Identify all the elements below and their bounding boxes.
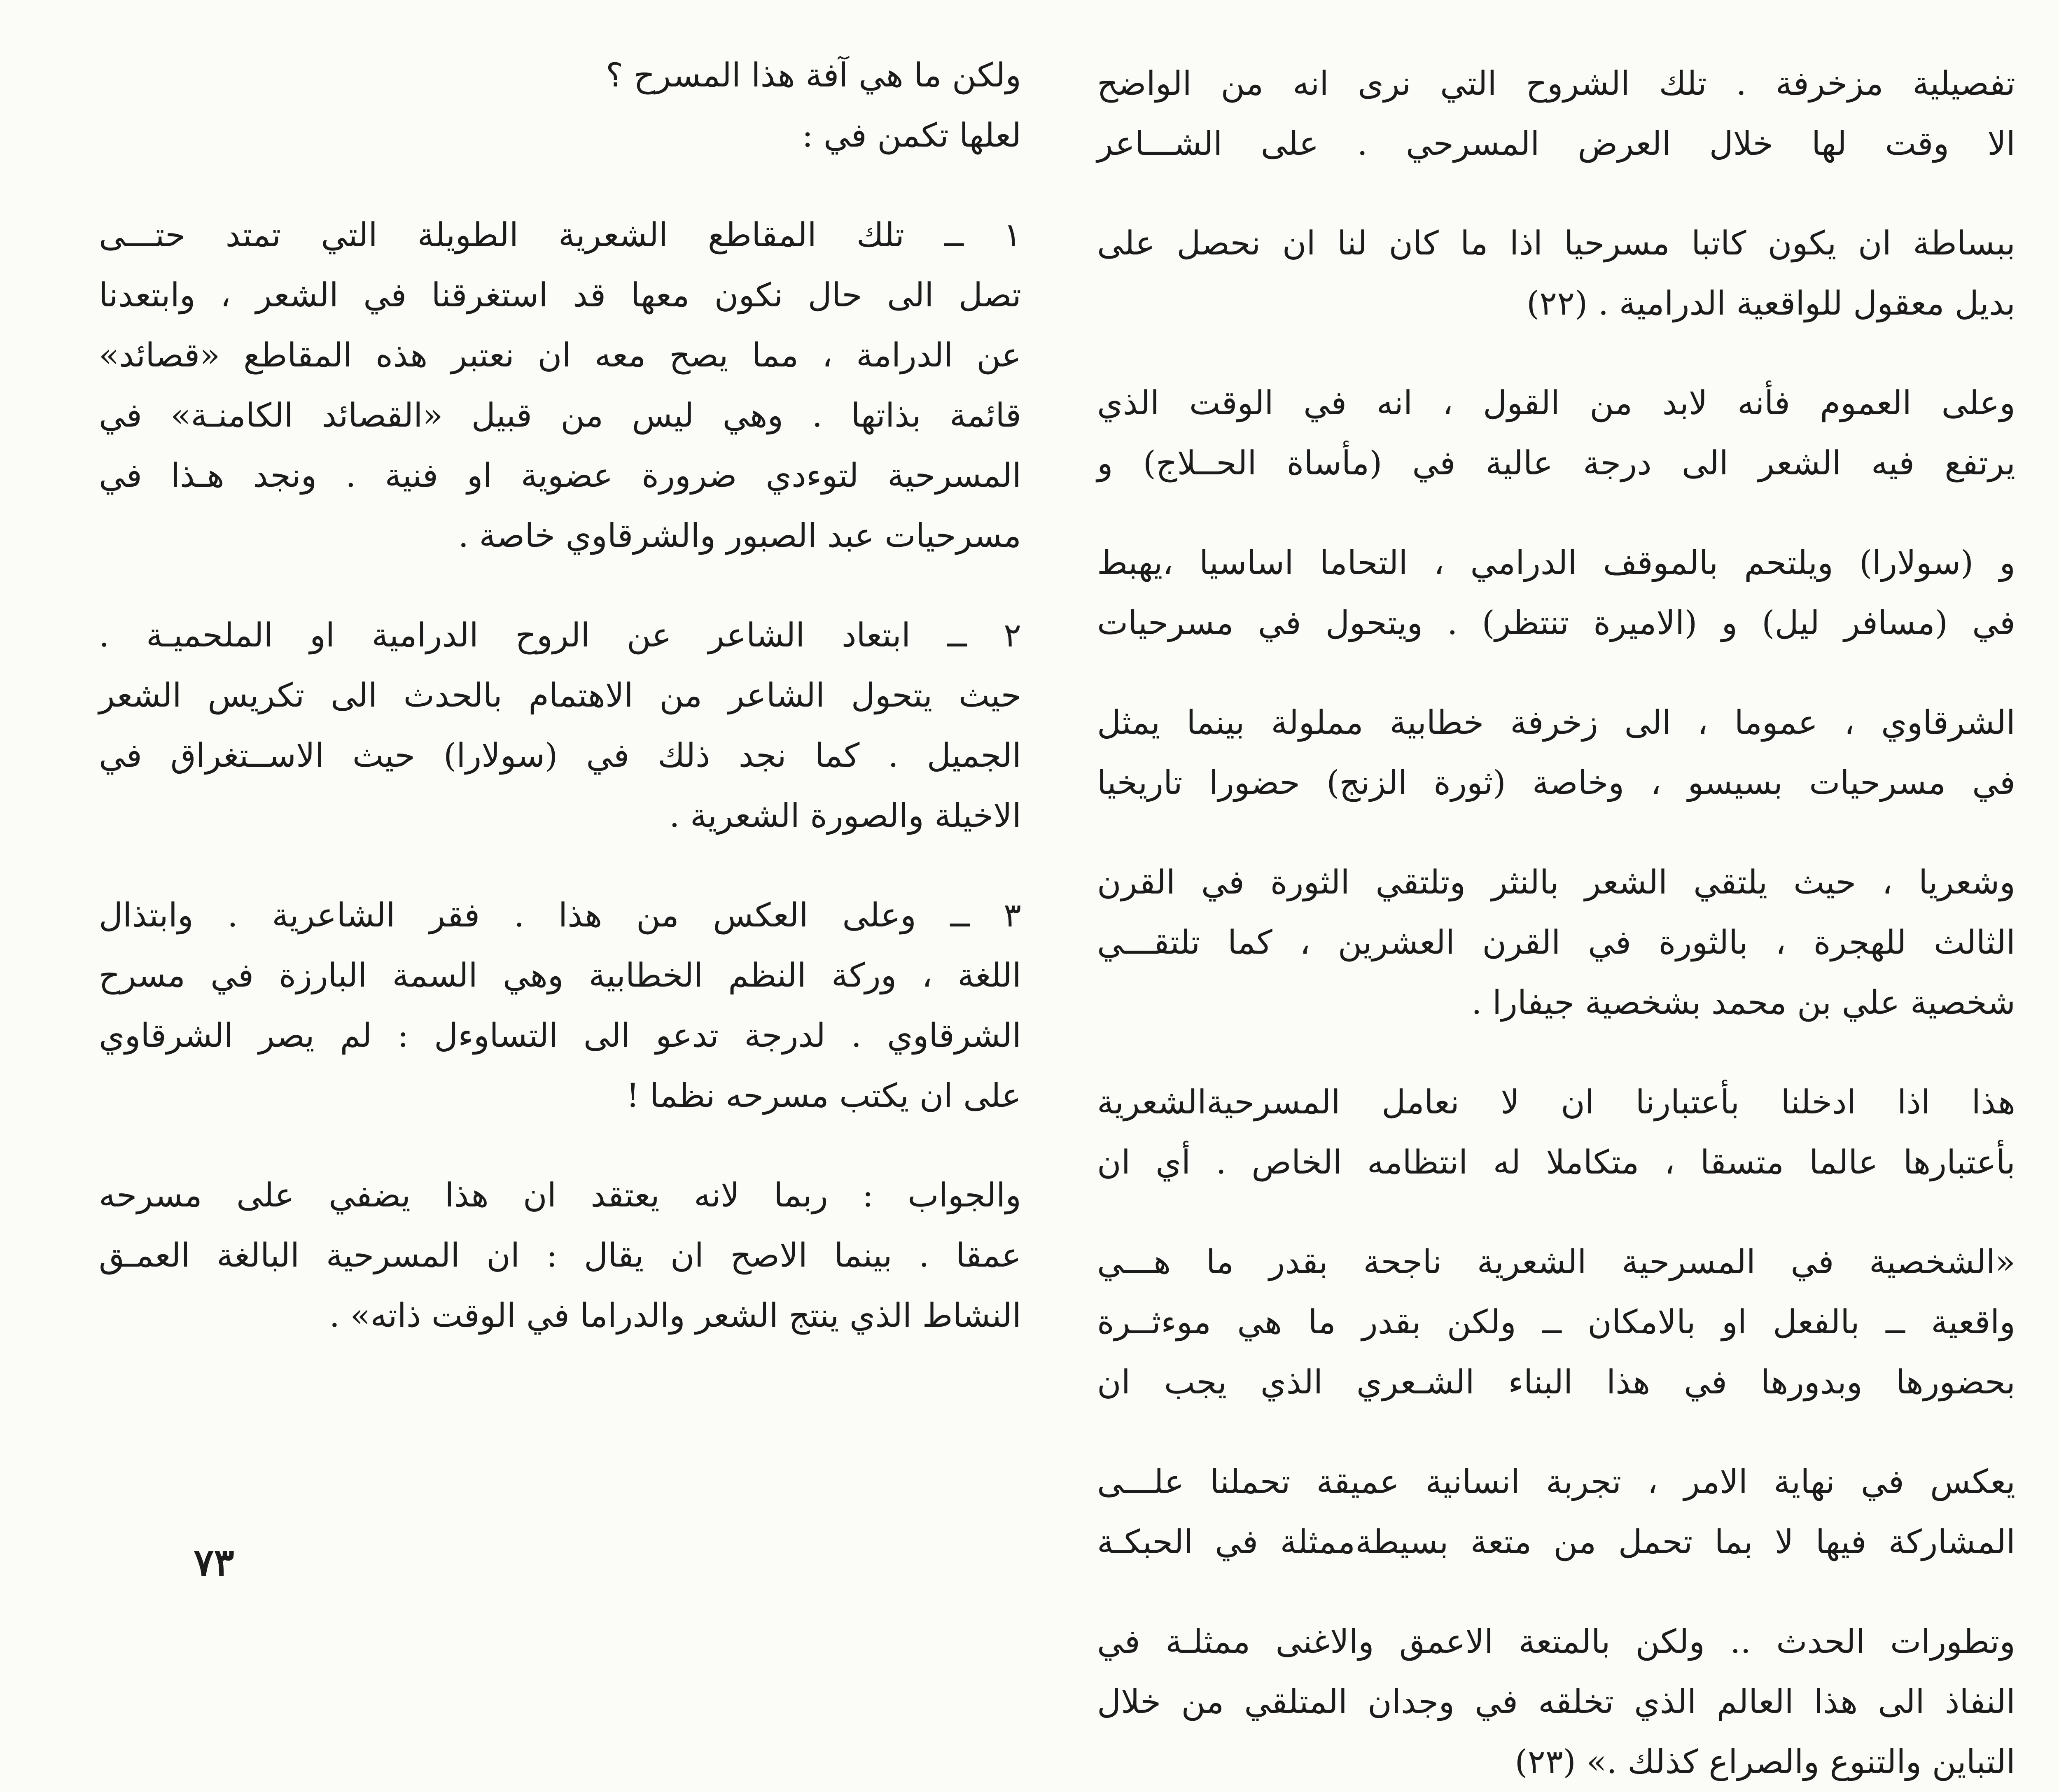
text-line: تصل الى حال نكون معها قد استغرقنا في الشعر ، وابتعدنا — [99, 276, 1021, 314]
paragraph — [99, 1165, 1021, 1346]
text-line: يرتفع فيه الشعر الى درجة عالية في (مأساة الحــلاج) و — [1097, 444, 2015, 482]
text-line: واقعية ــ بالفعل او بالامكان ــ ولكن بقدر ما هي موءثــرة — [1097, 1303, 2015, 1341]
paragraph — [99, 45, 1021, 166]
paragraph — [1097, 373, 2015, 493]
left-page — [0, 0, 1071, 1632]
text-line: ١ ــ تلك المقاطع الشعرية الطويلة التي تمتد حتـــى — [99, 216, 1021, 254]
text-line: بديل معقول للواقعية الدرامية . (٢٢) — [1526, 284, 2015, 322]
text-line: في (مسافر ليل) و (الاميرة تنتظر) . ويتحول في مسرحيات — [1097, 604, 2015, 642]
text-line: ٢ ــ ابتعاد الشاعر عن الروح الدرامية او الملحميـة . — [99, 616, 1021, 654]
paragraph — [1097, 1452, 2015, 1572]
text-line: عن الدرامة ، مما يصح معه ان نعتبر هذه المقاطع «قصائد» — [99, 336, 1021, 374]
text-line: «الشخصية في المسرحية الشعرية ناجحة بقدر ما هـــي — [1097, 1243, 2015, 1281]
text-line: وعلى العموم فأنه لابد من القول ، انه في الوقت الذي — [1097, 384, 2015, 422]
text-line: بأعتبارها عالما متسقا ، متكاملا له انتظامه الخاص . أي ان — [1097, 1143, 2015, 1181]
text-line: اللغة ، وركة النظم الخطابية وهي السمة البارزة في مسرح — [99, 956, 1021, 994]
paragraph — [99, 205, 1021, 566]
text-line: الثالث للهجرة ، بالثورة في القرن العشرين ، كما تلتقـــي — [1097, 923, 2015, 961]
text-line: التباين والتنوع والصراع كذلك .» (٢٣) — [1515, 1743, 2015, 1781]
text-line: ببساطة ان يكون كاتبا مسرحيا اذا ما كان لنا ان نحصل على — [1097, 224, 2015, 262]
text-line: قائمة بذاتها . وهي ليس من قبيل «القصائد الكامنـة» في — [99, 396, 1021, 434]
text-line: شخصية علي بن محمد بشخصية جيفارا . — [1471, 983, 2015, 1022]
text-line: الاخيلة والصورة الشعرية . — [669, 796, 1021, 835]
text-line: النشاط الذي ينتج الشعر والدراما في الوقت ذاته» . — [329, 1296, 1021, 1335]
text-line: وتطورات الحدث .. ولكن بالمتعة الاعمق والاغنى ممثلـة في — [1097, 1622, 2015, 1661]
text-line: الشرقاوي . لدرجة تدعو الى التساوءل : لم يصر الشرقاوي — [99, 1016, 1021, 1055]
text-line: في مسرحيات بسيسو ، وخاصة (ثورة الزنج) حضورا تاريخيا — [1097, 763, 2015, 802]
text-line: الشرقاوي ، عموما ، الى زخرفة خطابية مملولة بينما يمثل — [1097, 703, 2015, 742]
text-line: والجواب : ربما لانه يعتقد ان هذا يضفي على مسرحه — [99, 1176, 1021, 1214]
paragraph — [1097, 693, 2015, 813]
text-line: المشاركة فيها لا بما تحمل من متعة بسيطةممثلة في الحبكـة — [1097, 1523, 2015, 1561]
text-line: ولكن ما هي آفة هذا المسرح ؟ — [606, 56, 1021, 94]
text-line: هذا اذا ادخلنا بأعتبارنا ان لا نعامل المسرحيةالشعرية — [1097, 1083, 2015, 1121]
text-line: المسرحية لتوءدي ضرورة عضوية او فنية . ونجد هـذا في — [99, 456, 1021, 495]
text-line: ٣ ــ وعلى العكس من هذا . فقر الشاعرية . وابتذال — [99, 896, 1021, 934]
text-line: لعلها تكمن في : — [802, 116, 1021, 154]
paragraph — [99, 885, 1021, 1126]
text-line: على ان يكتب مسرحه نظما ! — [626, 1076, 1021, 1115]
text-line: مسرحيات عبد الصبور والشرقاوي خاصة . — [458, 516, 1021, 555]
text-line: يعكس في نهاية الامر ، تجربة انسانية عميقة تحملنا علـــى — [1097, 1463, 2015, 1501]
text-line: النفاذ الى هذا العالم الذي تخلقه في وجدان المتلقي من خلال — [1097, 1682, 2015, 1721]
paragraph — [1097, 1612, 2015, 1792]
text-line: وشعريا ، حيث يلتقي الشعر بالنثر وتلتقي الثورة في القرن — [1097, 863, 2015, 901]
paragraph — [1097, 533, 2015, 653]
paragraph — [1097, 852, 2015, 1033]
paragraph — [1097, 1232, 2015, 1412]
text-line: و (سولارا) ويلتحم بالموقف الدرامي ، التحاما اساسيا ،يهبط — [1097, 544, 2015, 582]
paragraph — [1097, 213, 2015, 334]
text-line: الجميل . كما نجد ذلك في (سولارا) حيث الاســتغراق في — [99, 736, 1021, 775]
text-line: حيث يتحول الشاعر من الاهتمام بالحدث الى تكريس الشعر — [99, 676, 1021, 714]
text-line: الا وقت لها خلال العرض المسرحي . على الشـــاعر — [1097, 124, 2015, 163]
text-line: عمقا . بينما الاصح ان يقال : ان المسرحية البالغة العمـق — [99, 1236, 1021, 1274]
paragraph — [1097, 1072, 2015, 1192]
paragraph — [99, 605, 1021, 846]
text-line: بحضورها وبدورها في هذا البناء الشـعري الذي يجب ان — [1097, 1363, 2015, 1401]
paragraph — [1097, 54, 2015, 174]
page-number: ٧٣ — [194, 1540, 234, 1584]
text-line: تفصيلية مزخرفة . تلك الشروح التي نرى انه من الواضح — [1097, 64, 2015, 103]
right-page — [1071, 0, 2059, 1781]
